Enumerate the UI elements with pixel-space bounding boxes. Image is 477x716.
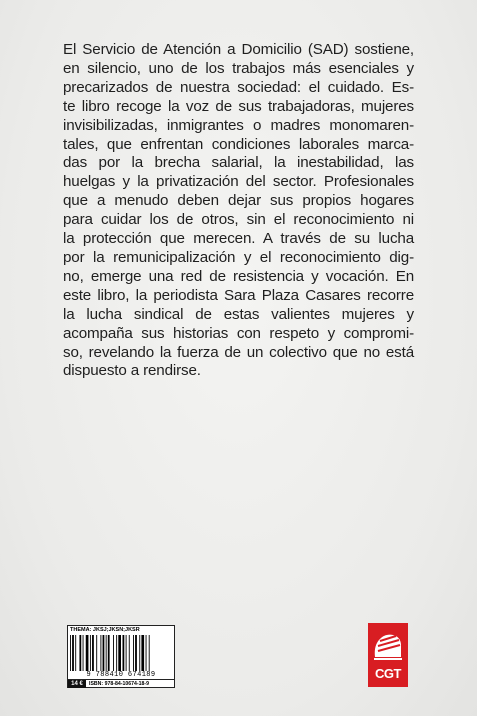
- blurb-line: dispuesto a rendirse.: [63, 362, 201, 380]
- blurb-line: tales, que enfrentan condiciones laborales marca-: [63, 135, 414, 153]
- blurb-line: no, emerge una red de resistencia y vocación. En: [63, 267, 414, 285]
- blurb-line: por la remunicipalización y el reconocimiento dig-: [63, 248, 414, 266]
- blurb-line: para cuidar los de otros, sin el reconocimiento ni: [63, 211, 414, 229]
- blurb-line: la protección que merecen. A través de su lucha: [63, 230, 414, 248]
- blurb-line: huelgas y la privatización del sector. Profesionales: [63, 173, 414, 191]
- blurb-line: en silencio, uno de los trabajos más esenciales y: [63, 59, 414, 77]
- barcode-icon: [70, 635, 172, 671]
- isbn-text: ISBN: 978-84-10674-18-9: [89, 681, 149, 687]
- blurb-line: so, revelando la fuerza de un colectivo que no está: [63, 343, 414, 361]
- blurb-line: acompaña sus historias con respeto y compromi-: [63, 324, 414, 342]
- blurb-line: El Servicio de Atención a Domicilio (SAD) sostiene,: [63, 41, 414, 58]
- fist-hands-icon: [368, 623, 408, 667]
- thema-codes: THEMA: JKSJ;JKSN;JKSR: [70, 627, 140, 633]
- blurb-line: precarizados de nuestra sociedad: el cuidado. Es-: [63, 78, 414, 96]
- blurb-line: este libro, la periodista Sara Plaza Casares recorre: [63, 286, 414, 304]
- blurb-line: te libro recoge la voz de sus trabajadoras, mujeres: [63, 97, 414, 115]
- cgt-logo: [368, 623, 408, 687]
- blurb-line: la lucha sindical de estas valientes mujeres y: [63, 305, 414, 323]
- price-badge: 14 €: [68, 680, 86, 688]
- barcode-digits: 9 788410 674189: [86, 671, 156, 679]
- blurb-line: que a menudo deben dejar sus propios hogares: [63, 192, 414, 210]
- isbn-barcode-label: [67, 625, 175, 688]
- blurb-line: das por la brecha salarial, la inestabilidad, las: [63, 154, 414, 172]
- blurb-line: invisibilizadas, inmigrantes o madres monomaren-: [63, 116, 414, 134]
- cgt-logo-text: CGT: [375, 666, 401, 681]
- back-cover-blurb: [63, 41, 414, 381]
- price-isbn-row: [68, 679, 174, 688]
